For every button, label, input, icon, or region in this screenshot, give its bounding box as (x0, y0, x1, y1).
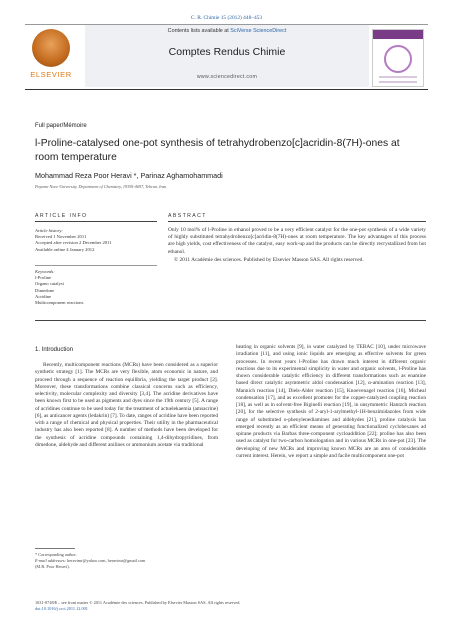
history-label: Article history: (35, 228, 63, 233)
keyword-item: Dimedone (35, 287, 55, 293)
article-title: l-Proline-catalysed one-pot synthesis of tetrahydrobenzo[c]acridin-8(7H)-ones at room temperature (35, 138, 400, 163)
body-column-right: heating in organic solvents [9], in water catalyzed by TEBAC [10], under microwave irradiation [11], and using ionic liquids are emerging as effective solvents for green processes. In recent years l-Proline has drawn much interest in different organic reactions due to its experimental simplicity in water and organic solvents, l-Proline has shown considerable catalytic efficiency in different transformations such as enamine based direct catalytic asymmetric aldol condensation [12], α-amination reaction [13], Mannich reaction [14], Diels-Alder reaction [15], Knoevenagel reaction [16], Micheal condensation [17], and as excellent promoter for the copper-catalyzed coupling reaction [18], as well as in solvent-free Biginelli reaction [19], in unsymmetric Hantzch reaction [20], for the selective synthesis of 2-aryl-1-arylmethyl-1H-benzimidazoles from wide range of substituted o-phenylenediamines and aldehydes [21], proline catalysis has emerged recently as an efficient means of generating functionalized cyclohexanes ad spirane products via Barbas three-component cycloaddition [22]; proline has also been used as catalyst for two-carbon homologation and in various MCRs in one-pot [23]. The developing of new MCRs and improving known MCRs are an area of considerable current interest. Herein, we report a simple and facile multicomponent one-pot (236, 344, 426, 459)
email-label: E-mail addresses: (35, 557, 66, 563)
publisher-name: ELSEVIER (30, 70, 72, 79)
sciencedirect-link[interactable]: SciVerse ScienceDirect (230, 28, 287, 34)
author-initials: (M.R. Poor Heravi). (35, 563, 70, 569)
keyword-item: l-Proline (35, 275, 52, 281)
issn-line: 1631-0748/$ – see front matter © 2011 Académie des sciences. Published by Elsevier Masson SAS. All rights reserved. (35, 600, 241, 605)
abstract-copyright: © 2011 Académie des sciences. Published by Elsevier Masson SAS. All rights reserved. (174, 256, 364, 263)
masthead-center (85, 25, 369, 87)
author-affiliation: Payame Noor University, Department of Chemistry, 19395-4697, Tehran, Iran (35, 184, 167, 189)
elsevier-tree-icon (32, 29, 70, 67)
doi-link[interactable]: doi:10.1016/j.crci.2011.12.001 (35, 605, 88, 611)
issn-block (35, 600, 426, 612)
introduction-heading: 1. Introduction (35, 347, 74, 353)
journal-reference[interactable]: C. R. Chimie 15 (2012) 448–453 (190, 15, 263, 21)
keyword-item: Acridine (35, 293, 52, 299)
article-history (35, 228, 157, 253)
keywords-label: Keywords: (35, 269, 55, 274)
elsevier-logo (29, 29, 73, 83)
author-list: Mohammad Reza Poor Heravi *, Parinaz Aghamohammadi (35, 171, 223, 180)
abstract-heading: ABSTRACT (168, 213, 207, 219)
corresponding-label: * Corresponding author. (35, 552, 77, 557)
abstract-rule (168, 221, 426, 222)
info-divider (35, 265, 157, 266)
keywords-block (35, 269, 157, 306)
keyword-item: Organo catalyst (35, 281, 64, 287)
email-addresses[interactable]: heravimr@yahoo.com, heravimr@gmail.com (67, 557, 146, 563)
history-received: Received 1 November 2011 (35, 234, 87, 240)
article-info-heading: ARTICLE INFO (35, 213, 88, 219)
corresponding-footnote (35, 552, 218, 569)
journal-cover-icon (372, 29, 424, 87)
journal-url[interactable]: www.sciencedirect.com (196, 74, 258, 80)
article-info-rule (35, 221, 157, 222)
contents-prefix: Contents lists available at (167, 28, 231, 34)
footnote-rule (35, 548, 75, 549)
abstract-body (168, 227, 426, 264)
front-matter-rule (35, 320, 426, 321)
journal-title: Comptes Rendus Chimie (168, 46, 286, 58)
history-accepted: Accepted after revision 2 December 2011 (35, 240, 112, 246)
journal-masthead (25, 24, 428, 90)
article-type: Full paper/Mémoire (35, 123, 87, 129)
body-column-left: Recently, multicomponent reactions (MCRs) have been considered as a superior synthetic strategy [1]. The MCRs are very flexible, atom economic in nature, and proceed through a sequence of reaction equilibria, yielding the target product [2]. Moreover, these transformations combine classical concerns such as efficiency, selectivity, molecular complexity and diversity [3,4]. The acridine derivatives have been known first to be used as pigments and dyes since the 19th century [5]. A range of acridines continue to be used today for the treatment of actuelekaemia (amsacrine) [6], as anticancer agents (ledakrin) [7]. To date, ranges of acridine have been reported with a range of chemical and physical properties. Their utility in the pharmaceutical industry has also been reported [8]. A number of methods have been developed for the synthesis of acridine compounds containing 1,4-dihydropyridines, from dimedone, aldehyde and different anilines or ammonium acetate via traditional (35, 362, 218, 448)
history-online: Available online 4 January 2012 (35, 246, 95, 252)
contents-line (85, 28, 369, 34)
keyword-item: Multicomponent reactions (35, 300, 84, 306)
abstract-text: Only 10 mol% of l-Proline in ethanol proved to be a very efficient catalyst for the one-pot synthesis of a wide variety of highly substituted tetrahydrobenzo[c]acridin-8(7H)-ones at room temperature. The key advantages of this process are high yields, cost effectiveness of the catalyst, easy work-up and the products can be directly recrystallized from hot ethanol. (168, 227, 426, 255)
